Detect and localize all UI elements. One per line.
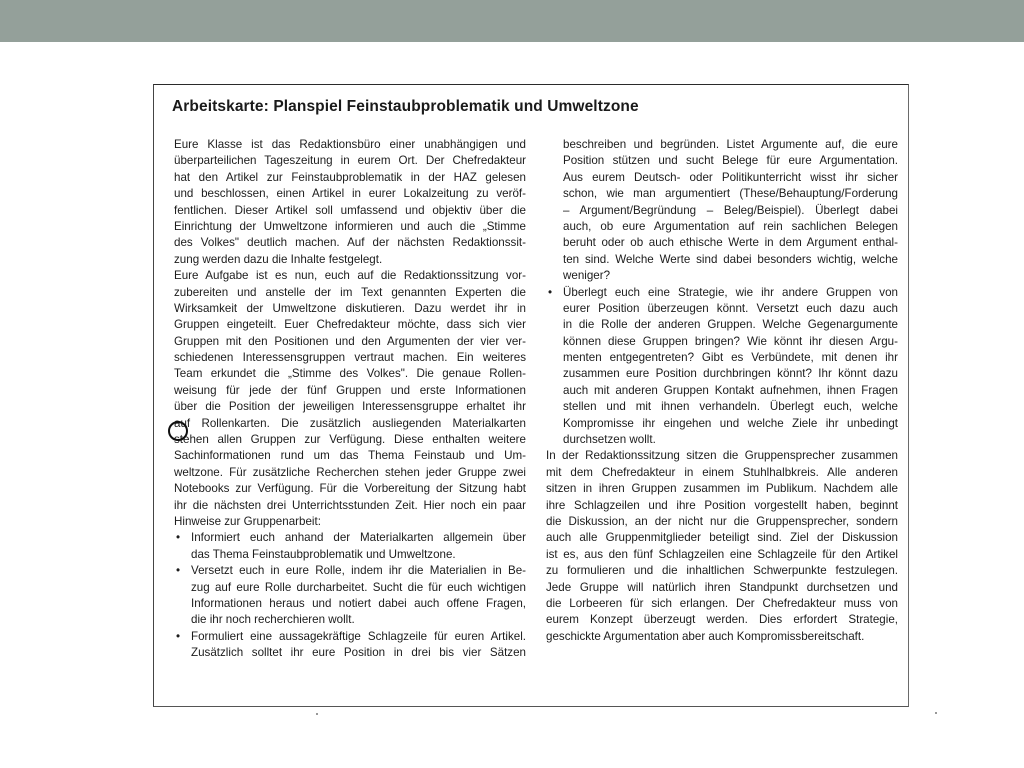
bullet-list-line	[546, 219, 898, 235]
paragraph-line	[174, 268, 526, 284]
line-text: eurer Position überzeugen könnt. Versetzt euch dazu auch	[563, 301, 898, 315]
line-text: In der Redaktionssitzung sitzen die Gruppensprecher zusammen	[546, 449, 898, 463]
paragraph-line	[546, 530, 898, 546]
line-text: Hinweise zur Gruppenarbeit:	[174, 515, 321, 528]
paragraph-line	[546, 481, 898, 497]
paragraph-line	[546, 448, 898, 464]
line-text: auf Rollenkarten. Die zusätzlich ausliegenden Materialkarten	[174, 416, 526, 430]
paragraph-line	[174, 170, 526, 186]
bullet-list-line	[546, 399, 898, 415]
paragraph-line	[174, 498, 526, 514]
paragraph-line	[174, 219, 526, 235]
line-text: ist es, aus den fünf Schlagzeilen eine Schlagzeile für den Artikel	[546, 547, 898, 561]
bullet-list-line	[546, 203, 898, 219]
line-text: Überlegt euch eine Strategie, wie ihr andere Gruppen von	[563, 285, 898, 299]
worksheet-title: Arbeitskarte: Planspiel Feinstaubproblematik und Umweltzone	[172, 98, 639, 115]
bullet-list-line	[546, 285, 898, 301]
line-text: zubereiten und anstelle der im Text genannten Experten die	[174, 285, 526, 299]
paragraph-line	[174, 481, 526, 497]
paragraph-line	[174, 235, 526, 251]
paragraph-line	[174, 399, 526, 415]
line-text: über die Position der jeweiligen Interessensgruppe erhaltet ihr	[174, 400, 526, 414]
bullet-list-line	[546, 334, 898, 350]
paragraph-line	[546, 563, 898, 579]
handwritten-circle-mark	[168, 421, 188, 441]
line-text: die ihr noch recherchieren wollt.	[191, 613, 355, 627]
line-text: weltzone. Für zusätzliche Recherchen stehen jeder Gruppe zwei	[174, 465, 526, 479]
line-text: fentlichen. Dieser Artikel soll umfassend und objektiv über die	[174, 203, 526, 217]
line-text: das Thema Feinstaubproblematik und Umweltzone.	[191, 547, 456, 561]
line-text: weniger?	[563, 269, 611, 283]
line-text: Jede Gruppe will natürlich ihren Standpunkt durchsetzen und	[546, 580, 898, 594]
paragraph-line	[174, 350, 526, 366]
bullet-list-line	[546, 186, 898, 202]
line-text: Kompromisse ihr eingehen und welche Ziele ihr unbedingt	[563, 416, 898, 430]
line-text: und beschlossen, einen Artikel in eurer Lokalzeitung zu veröf-	[174, 187, 526, 201]
paragraph-line	[174, 285, 526, 301]
bullet-list-line	[546, 235, 898, 251]
line-text: beruht oder ob auch ethische Werte in dem Argument enthal-	[563, 236, 898, 250]
line-text: Notebooks zur Verfügung. Für die Vorbereitung der Sitzung habt	[174, 482, 526, 496]
line-text: sitzen in ihren Gruppen zusammen im Publikum. Nachdem alle	[546, 482, 898, 496]
bullet-list-line	[174, 596, 526, 612]
paragraph-line	[546, 580, 898, 596]
line-text: zusammen eure Position durchbringen könnt? Ihr könnt dazu	[563, 367, 898, 381]
bullet-list-line	[174, 580, 526, 596]
bullet-list-line	[546, 383, 898, 399]
line-text: Formuliert eine aussagekräftige Schlagzeile für euren Artikel.	[191, 629, 526, 643]
line-text: des Volkes" deutlich machen. Auf der nächsten Redaktionssit-	[174, 236, 526, 250]
bullet-icon: •	[548, 285, 553, 299]
scan-speck	[316, 713, 318, 715]
paragraph-line	[174, 448, 526, 464]
right-text-column	[546, 137, 898, 645]
paragraph-line	[174, 383, 526, 399]
bullet-list-line	[546, 317, 898, 333]
line-text: durchsetzen wollt.	[563, 433, 656, 447]
line-text: stellen und mit ihnen verhandeln. Überlegt euch, welche	[563, 400, 898, 414]
line-text: Informiert euch anhand der Materialkarten allgemein über	[191, 531, 526, 545]
line-text: Wirksamkeit der Umweltzone diskutieren. Dazu werdet ihr in	[174, 301, 526, 315]
line-text: die Lorbeeren für sich erlangen. Der Chefredakteur muss von	[546, 596, 898, 610]
bullet-list-line	[546, 252, 898, 268]
line-text: ten sind. Welche Werte sind dabei besonders wichtig, welche	[563, 252, 898, 266]
worksheet-scan	[153, 84, 909, 707]
line-text: auch alle Gruppenmitglieder beteiligt sind. Ziel der Diskussion	[546, 531, 898, 545]
paragraph-line	[174, 203, 526, 219]
line-text: mit dem Chefredakteur in einem Stuhlhalbkreis. Alle anderen	[546, 465, 898, 479]
bullet-list-line	[174, 629, 526, 645]
bullet-list-line	[174, 530, 526, 546]
bullet-list-line	[174, 563, 526, 579]
paragraph-line	[546, 498, 898, 514]
line-text: Eure Klasse ist das Redaktionsbüro einer unabhängigen und	[174, 138, 526, 151]
bullet-icon: •	[176, 531, 181, 545]
line-text: auch mit anderen Gruppen Kontakt aufnehmen, ihnen Fragen	[563, 383, 898, 397]
line-text: überparteilichen Tageszeitung in eurem Ort. Der Chefredakteur	[174, 154, 526, 168]
left-text-column	[174, 137, 526, 662]
line-text: Gruppen eingeteilt. Euer Chefredakteur möchte, dass sich vier	[174, 318, 526, 332]
paragraph-line	[174, 465, 526, 481]
slide-header-bar	[0, 0, 1024, 42]
line-text: Team erkundet die „Stimme des Volkes". Die genaue Rollen-	[174, 367, 526, 381]
line-text: schon, wie man argumentiert (These/Behauptung/Forderung	[563, 187, 898, 201]
paragraph-line	[174, 317, 526, 333]
paragraph-line	[174, 416, 526, 432]
line-text: schiedenen Interessensgruppen vertraut machen. Ein weiteres	[174, 351, 526, 365]
bullet-list-line	[546, 170, 898, 186]
line-text: Gruppen mit den Positionen und den Argumenten der vier ver-	[174, 334, 526, 348]
bullet-list-line	[546, 268, 898, 284]
paragraph-line	[174, 153, 526, 169]
bullet-list-line	[546, 137, 898, 153]
paragraph-line	[174, 366, 526, 382]
line-text: auch, ob eure Argumentation auf rein sachlichen Belegen	[563, 219, 898, 233]
bullet-list-line	[546, 416, 898, 432]
line-text: hat den Artikel zur Feinstaubproblematik in der HAZ gelesen	[174, 170, 526, 184]
bullet-icon: •	[176, 564, 181, 578]
paragraph-line	[174, 186, 526, 202]
bullet-icon: •	[176, 629, 181, 643]
line-text: zung werden dazu die Inhalte festgelegt.	[174, 252, 383, 266]
line-text: Versetzt euch in eure Rolle, indem ihr die Materialien in Be-	[191, 564, 526, 578]
paragraph-line	[546, 465, 898, 481]
paragraph-line	[174, 301, 526, 317]
paragraph-line	[546, 629, 898, 645]
line-text: menten entgegentreten? Gibt es Verbündete, mit denen ihr	[563, 351, 898, 365]
bullet-list-line	[546, 350, 898, 366]
line-text: ihre Schlagzeilen und ihre Position vorgestellt haben, beginnt	[546, 498, 898, 512]
paragraph-line	[174, 514, 526, 530]
bullet-list-line	[174, 547, 526, 563]
bullet-list-line	[546, 432, 898, 448]
line-text: die Diskussion, an der nicht nur die Gruppensprecher, sondern	[546, 515, 898, 529]
paragraph-line	[174, 432, 526, 448]
line-text: Einrichtung der Umweltzone informieren und auch die „Stimme	[174, 219, 526, 233]
paragraph-line	[546, 596, 898, 612]
paragraph-line	[174, 334, 526, 350]
paragraph-line	[174, 252, 526, 268]
scan-speck	[935, 712, 937, 714]
line-text: weisung für jede der fünf Gruppen und erste Informationen	[174, 383, 526, 397]
line-text: – Argument/Begründung – Beleg/Beispiel). Überlegt dabei	[563, 203, 898, 217]
bullet-list-line	[546, 153, 898, 169]
line-text: beschreiben und begründen. Listet Argumente auf, die eure	[563, 138, 898, 151]
bullet-list-line	[174, 645, 526, 661]
line-text: Sachinformationen rund um das Thema Feinstaub und Um-	[174, 449, 526, 463]
line-text: ihr die nächsten drei Unterrichtsstunden Zeit. Hier noch ein paar	[174, 498, 526, 512]
line-text: in die Rolle der anderen Gruppen. Welche Gegenargumente	[563, 318, 898, 332]
bullet-list-line	[546, 301, 898, 317]
paragraph-line	[546, 514, 898, 530]
line-text: Eure Aufgabe ist es nun, euch auf die Redaktionssitzung vor-	[174, 269, 526, 283]
line-text: eurem Konzept überzeugt werden. Dies erfordert Strategie,	[546, 613, 898, 627]
bullet-list-line	[174, 612, 526, 628]
line-text: Aus eurem Deutsch- oder Politikunterricht wisst ihr sicher	[563, 170, 898, 184]
line-text: Zusätzlich solltet ihr eure Position in drei bis vier Sätzen	[191, 646, 526, 660]
line-text: geschickte Argumentation aber auch Kompromissbereitschaft.	[546, 629, 865, 643]
line-text: Position stützen und sucht Belege für eure Argumentation.	[563, 154, 898, 168]
line-text: zu formulieren und die inhaltlichen Schwerpunkte festzulegen.	[546, 564, 898, 578]
line-text: zug auf eure Rolle durcharbeitet. Sucht die für euch wichtigen	[191, 580, 526, 594]
paragraph-line	[174, 137, 526, 153]
bullet-list-line	[546, 366, 898, 382]
line-text: stehen allen Gruppen zur Verfügung. Diese enthalten weitere	[174, 433, 526, 447]
paragraph-line	[546, 612, 898, 628]
paragraph-line	[546, 547, 898, 563]
line-text: können diese Gruppen bringen? Wie könnt ihr diesen Argu-	[563, 334, 898, 348]
line-text: Informationen heraus und notiert dabei auch offene Fragen,	[191, 596, 526, 610]
